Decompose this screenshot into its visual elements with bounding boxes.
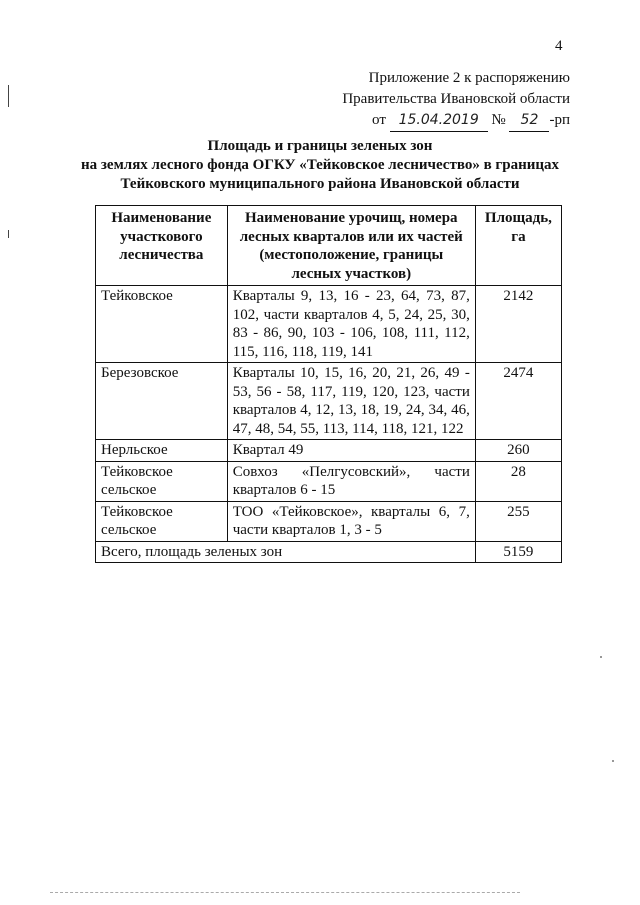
document-title bbox=[0, 137, 640, 194]
appendix-date-line bbox=[342, 110, 570, 132]
row-name: Тейковское bbox=[96, 286, 228, 363]
row-desc: Совхоз «Пелгусовский», части кварталов 6 - 15 bbox=[227, 461, 475, 501]
total-value: 5159 bbox=[475, 541, 561, 563]
from-label: от bbox=[372, 112, 386, 128]
row-area: 2474 bbox=[475, 363, 561, 440]
scan-margin-mark bbox=[8, 85, 9, 107]
table-total-row bbox=[96, 541, 562, 563]
appendix-line-2: Правительства Ивановской области bbox=[342, 91, 570, 107]
row-desc: Квартал 49 bbox=[227, 440, 475, 462]
handwritten-number: 52 bbox=[509, 110, 549, 132]
row-area: 255 bbox=[475, 501, 561, 541]
appendix-line-1: Приложение 2 к распоряжению bbox=[368, 70, 570, 86]
row-name: Березовское bbox=[96, 363, 228, 440]
scan-speck bbox=[612, 760, 614, 762]
header-area: Площадь, га bbox=[475, 206, 561, 286]
row-name: Тейковское сельское bbox=[96, 461, 228, 501]
scan-bottom-line bbox=[50, 892, 520, 893]
table-row bbox=[96, 461, 562, 501]
row-area: 28 bbox=[475, 461, 561, 501]
header-forestry: Наименование участкового лесничества bbox=[96, 206, 228, 286]
handwritten-date: 15.04.2019 bbox=[390, 110, 488, 132]
row-name: Тейковское сельское bbox=[96, 501, 228, 541]
scan-speck bbox=[600, 656, 602, 658]
table-row bbox=[96, 440, 562, 462]
table-row bbox=[96, 363, 562, 440]
title-line-2: на землях лесного фонда ОГКУ «Тейковское лесничество» в границах bbox=[80, 157, 560, 173]
scan-margin-mark bbox=[8, 230, 9, 238]
header-tracts: Наименование урочищ, номера лесных кварталов или их частей (местоположение, границы лесных участков) bbox=[227, 206, 475, 286]
table-row bbox=[96, 501, 562, 541]
number-label: № bbox=[491, 112, 506, 128]
green-zones-table bbox=[95, 205, 562, 563]
row-name: Нерльское bbox=[96, 440, 228, 462]
row-desc: Кварталы 10, 15, 16, 20, 21, 26, 49 - 53, 56 - 58, 117, 119, 120, 123, части кварталов 4, 12, 13, 18, 19, 24, 34, 46, 47, 48, 54, 55, 113, 114, 118, 121, 122 bbox=[227, 363, 475, 440]
page-number: 4 bbox=[555, 38, 563, 54]
row-area: 260 bbox=[475, 440, 561, 462]
table-header-row bbox=[96, 206, 562, 286]
total-label: Всего, площадь зеленых зон bbox=[96, 541, 476, 563]
title-line-3: Тейковского муниципального района Ивановской области bbox=[120, 176, 520, 192]
row-area: 2142 bbox=[475, 286, 561, 363]
number-suffix: -рп bbox=[549, 112, 570, 128]
title-line-1: Площадь и границы зеленых зон bbox=[207, 138, 433, 154]
table-row bbox=[96, 286, 562, 363]
appendix-header bbox=[342, 68, 570, 132]
row-desc: Кварталы 9, 13, 16 - 23, 64, 73, 87, 102, части кварталов 4, 5, 24, 25, 30, 83 - 86, 90, 103 - 106, 108, 111, 112, 115, 116, 118, 119, 141 bbox=[227, 286, 475, 363]
row-desc: ТОО «Тейковское», кварталы 6, 7, части кварталов 1, 3 - 5 bbox=[227, 501, 475, 541]
